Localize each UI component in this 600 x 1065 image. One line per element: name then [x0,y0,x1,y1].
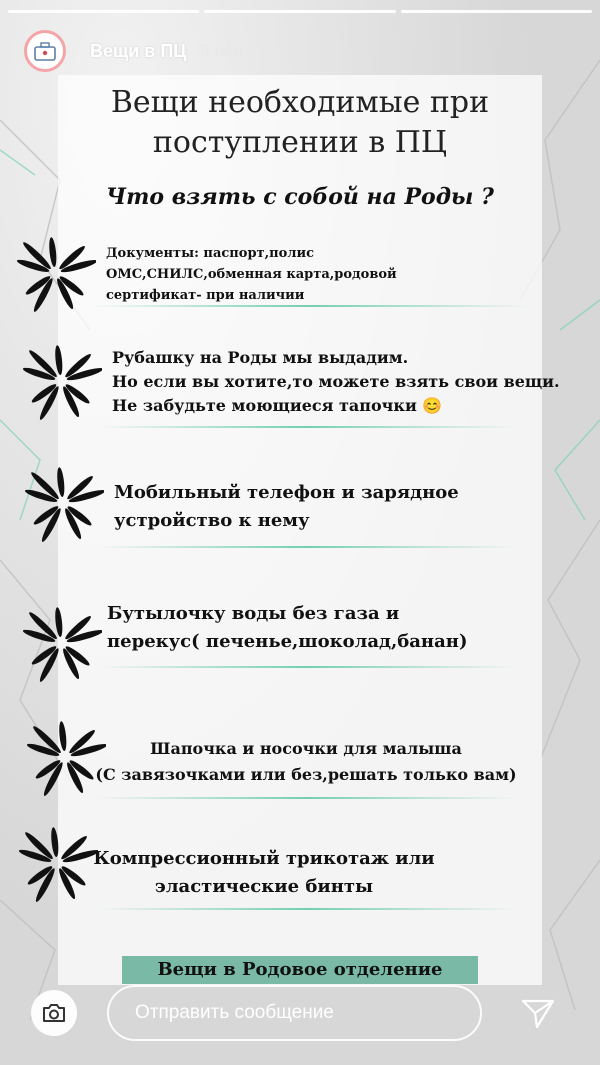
list-item [106,243,397,306]
progress-segment [401,10,592,13]
item-line: устройство к нему [114,510,310,531]
title-line: поступлении в ПЦ [152,125,448,160]
send-icon[interactable] [520,995,556,1031]
divider [96,666,516,668]
item-line: Компрессионный трикотаж или [93,848,435,869]
list-item [88,736,524,788]
item-line: Шапочка и носочки для малыша [150,739,462,758]
item-line: Не забудьте моющиеся тапочки 😊 [112,396,443,415]
item-line: ОМС,СНИЛС,обменная карта,родовой [106,267,397,282]
list-item [86,845,442,901]
sunburst-icon [14,232,96,314]
camera-icon [42,1003,66,1023]
story-header [24,30,248,72]
divider [96,797,516,799]
section-banner: Вещи в Родовое отделение [122,956,478,984]
sunburst-icon [20,602,102,684]
divider [96,908,516,910]
list-item [107,600,467,656]
item-line: Документы: паспорт,полис [106,246,315,261]
sunburst-icon [22,462,104,544]
divider [96,426,516,428]
suitcase-icon [32,38,58,64]
item-line: (С завязочками или без,решать только вам) [95,765,517,784]
title-line: Вещи необходимые при [110,85,490,120]
item-line: Но если вы хотите,то можете взять свои вещи. [112,372,560,391]
subtitle: Что взять с собой на Роды ? [106,184,494,210]
post-time: 8 нед. [200,41,248,60]
list-item [112,346,560,418]
item-line: Рубашку на Роды мы выдадим. [112,348,409,367]
item-line: Бутылочку воды без газа и [107,603,400,624]
page-title [58,83,542,163]
progress-segment [204,10,395,13]
item-line: сертификат- при наличии [106,288,305,303]
avatar[interactable] [24,30,66,72]
list-item [114,479,459,535]
camera-button[interactable] [31,990,77,1036]
item-line: эластические бинты [154,876,374,897]
item-line: Мобильный телефон и зарядное [114,482,459,503]
message-input[interactable]: Отправить сообщение [107,985,482,1041]
sunburst-icon [20,340,102,422]
story-progress [8,10,592,13]
divider [96,546,516,548]
progress-segment [8,10,199,13]
account-name[interactable]: Вещи в ПЦ [90,40,187,61]
divider [90,305,530,307]
item-line: перекус( печенье,шоколад,банан) [107,631,468,652]
